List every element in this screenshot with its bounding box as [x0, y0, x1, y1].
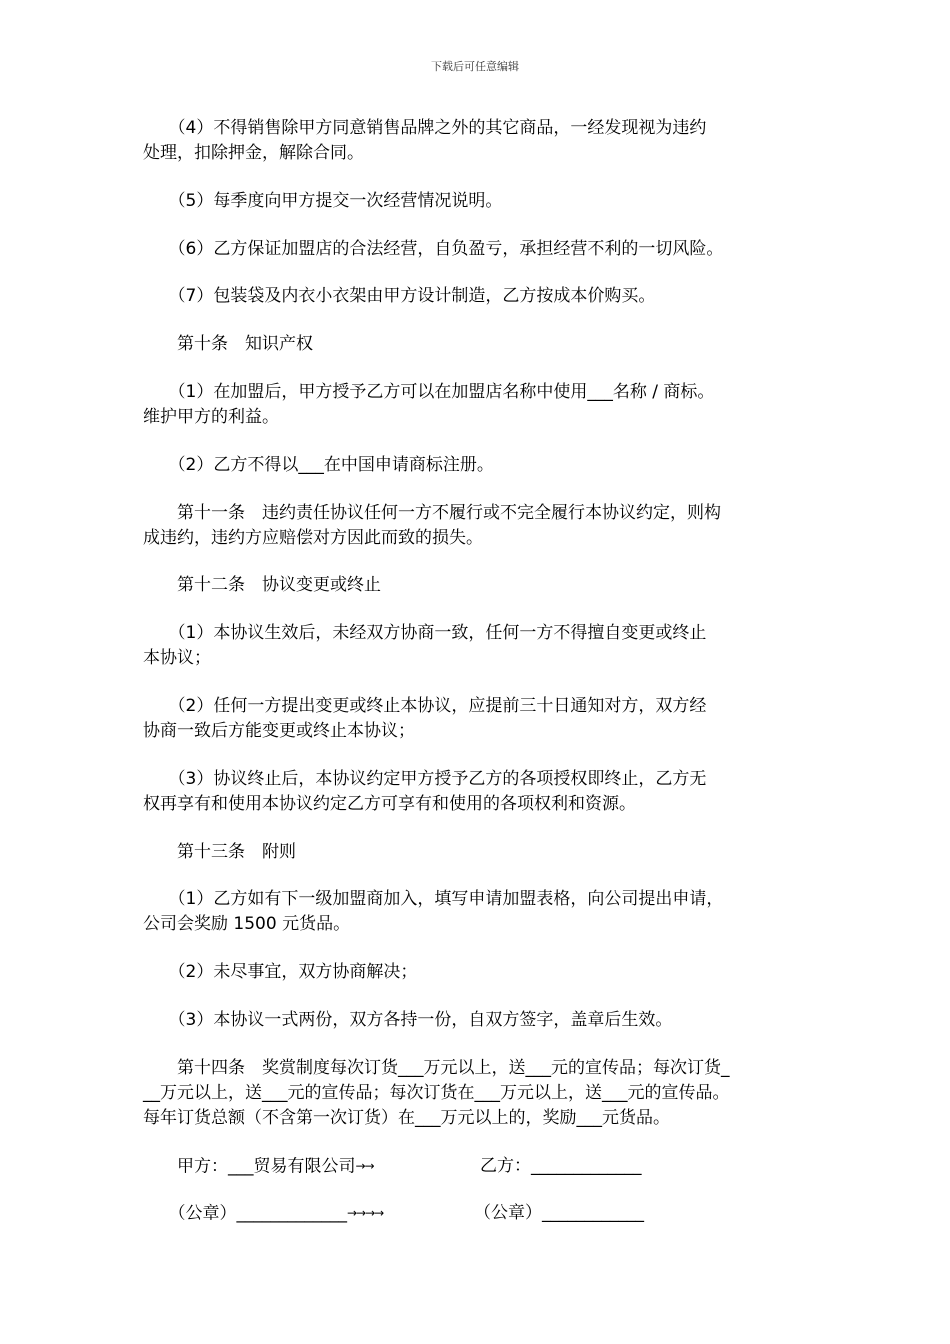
text-line: 每年订货总额（不含第一次订货）在___万元以上的，奖励___元货品。	[143, 1108, 670, 1128]
party-a-line	[143, 1154, 374, 1180]
seal-line	[143, 1201, 383, 1227]
seal-b-line	[474, 1201, 644, 1226]
paragraph	[143, 501, 808, 551]
text-line: （2）乙方不得以___在中国申请商标注册。	[143, 455, 494, 475]
text-line: （2）未尽事宜，双方协商解决；	[143, 962, 418, 982]
party-b-label: 乙方：_____________	[480, 1156, 642, 1176]
section-heading	[143, 573, 808, 598]
party-b-line	[480, 1154, 642, 1179]
text-line: （2）任何一方提出变更或终止本协议，应提前三十日通知对方，双方经	[143, 696, 707, 716]
text-line: （3）协议终止后，本协议约定甲方授予乙方的各项授权即终止，乙方无	[143, 769, 707, 789]
text-line: （7）包装袋及内衣小衣架由甲方设计制造，乙方按成本价购买。	[143, 286, 656, 306]
paragraph	[143, 189, 808, 214]
text-line: （4）不得销售除甲方同意销售品牌之外的其它商品，一经发现视为违约	[143, 118, 707, 138]
party-a-label: 甲方：___贸易有限公司	[143, 1156, 356, 1177]
text-line: （1）在加盟后，甲方授予乙方可以在加盟店名称中使用___名称 / 商标。	[143, 382, 715, 402]
text-line: 第十四条 奖赏制度每次订货___万元以上，送___元的宣传品；每次订货_	[143, 1058, 730, 1078]
section-heading	[143, 840, 808, 865]
text-line: （3）本协议一式两份，双方各持一份，自双方签字，盖章后生效。	[143, 1010, 673, 1030]
text-line: 权再享有和使用本协议约定乙方可享有和使用的各项权利和资源。	[143, 794, 636, 814]
paragraph	[143, 767, 808, 817]
text-line: 第十三条 附则	[143, 842, 296, 862]
text-line: 第十一条 违约责任协议任何一方不履行或不完全履行本协议约定，则构	[143, 503, 721, 523]
paragraph	[143, 621, 808, 671]
paragraph	[143, 237, 808, 262]
section-heading	[143, 332, 808, 357]
tab-arrow-icon: →→→→	[347, 1206, 384, 1220]
paragraph	[143, 380, 808, 430]
text-line: 第十条 知识产权	[143, 334, 313, 354]
text-line: 成违约，违约方应赔偿对方因此而致的损失。	[143, 528, 483, 548]
text-line: __万元以上，送___元的宣传品；每次订货在___万元以上，送___元的宣传品。	[143, 1083, 730, 1103]
page-header: 下载后可任意编辑	[431, 60, 519, 73]
tab-arrow-icon: →→	[355, 1159, 374, 1173]
paragraph	[143, 284, 808, 309]
text-line: 公司会奖励 1500 元货品。	[143, 914, 351, 934]
paragraph	[143, 694, 808, 744]
paragraph	[143, 116, 808, 166]
paragraph	[143, 1008, 808, 1033]
text-line: （1）乙方如有下一级加盟商加入，填写申请加盟表格，向公司提出申请，	[143, 889, 724, 909]
paragraph	[143, 960, 808, 985]
text-line: （6）乙方保证加盟店的合法经营，自负盈亏，承担经营不利的一切风险。	[143, 239, 724, 259]
paragraph	[143, 1056, 808, 1131]
text-line: 第十二条 协议变更或终止	[143, 575, 381, 595]
text-line: 协商一致后方能变更或终止本协议；	[143, 721, 415, 741]
text-line: 处理，扣除押金，解除合同。	[143, 143, 364, 163]
text-line: （5）每季度向甲方提交一次经营情况说明。	[143, 191, 503, 211]
paragraph	[143, 887, 808, 937]
seal-b-label: （公章）____________	[474, 1203, 644, 1223]
paragraph	[143, 453, 808, 478]
seal-a-label: （公章）_____________	[143, 1203, 347, 1224]
text-line: 维护甲方的利益。	[143, 407, 279, 427]
text-line: 本协议；	[143, 648, 211, 668]
text-line: （1）本协议生效后，未经双方协商一致，任何一方不得擅自变更或终止	[143, 623, 707, 643]
